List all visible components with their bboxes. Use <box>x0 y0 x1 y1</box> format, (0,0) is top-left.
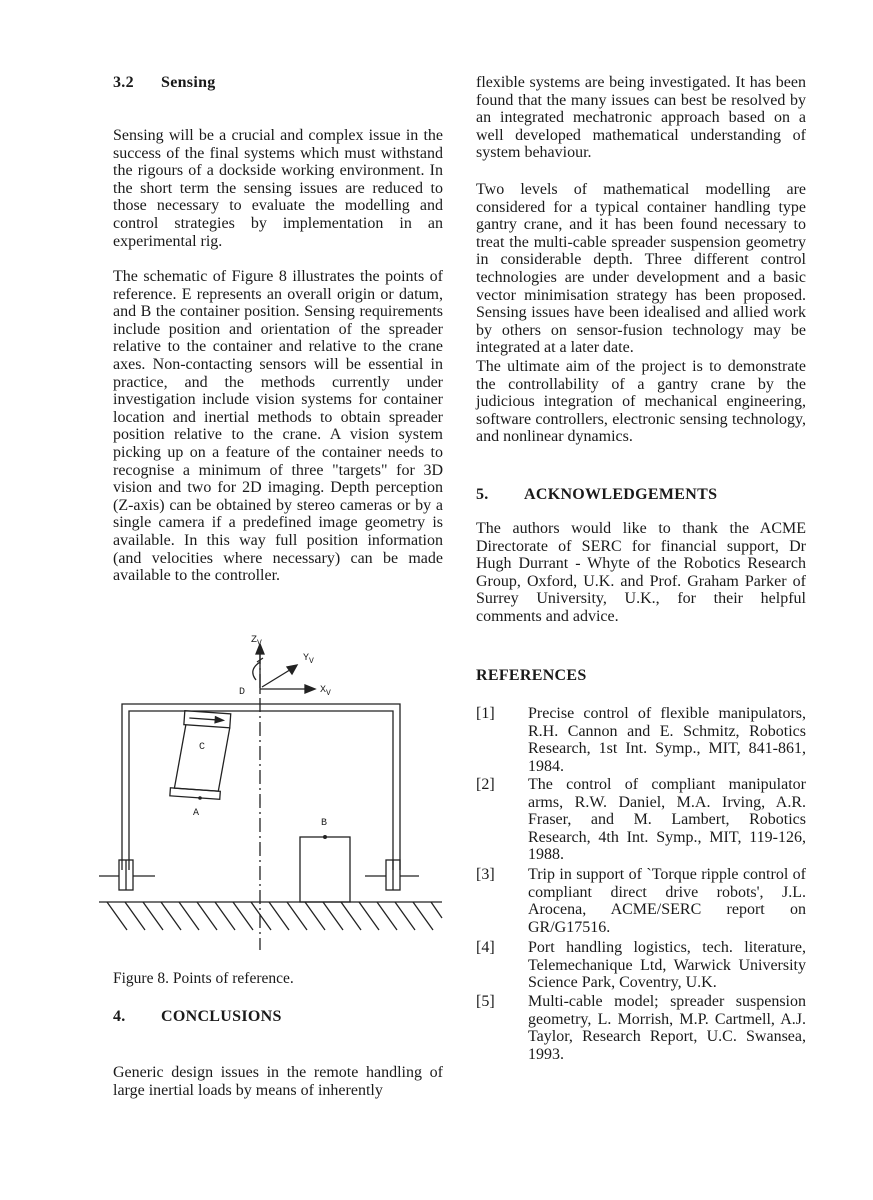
reference-number: [2] <box>476 776 495 793</box>
ground-hatching <box>107 902 442 930</box>
spreader-container-c <box>170 710 231 800</box>
reference-text: Multi-cable model; spreader suspension geometry, L. Morrish, M.P. Cartmell, A.J. Taylor, Research Report, U.C. Swansea, 1993. <box>528 993 806 1063</box>
reference-text: The control of compliant manipulator arms, R.W. Daniel, M.A. Irving, A.R. Fraser, and M. Lambert, Robotics Research, 4th Int. Symp., MIT, 119-126, 1988. <box>528 776 806 864</box>
reference-number: [4] <box>476 939 495 956</box>
references-heading: REFERENCES <box>476 667 587 684</box>
gantry-outer-frame <box>122 704 400 870</box>
label-d: D <box>239 687 246 698</box>
y-axis-arrowhead <box>287 665 297 674</box>
label-b: B <box>321 818 328 829</box>
reference-number: [1] <box>476 705 495 722</box>
y-axis-label: $Y_V$ <box>303 653 314 666</box>
x-axis-label: $X_V$ <box>320 685 331 698</box>
figure-8 <box>97 632 457 952</box>
label-a: A <box>193 808 200 819</box>
section-number: 4. <box>113 1008 126 1025</box>
conclusions-paragraph-1-cont: flexible systems are being investigated. It has been found that the many issues can best be resolved by an integrated mechatronic approach based on a well developed mathematical understanding of system behaviour. <box>476 74 806 162</box>
section-number: 5. <box>476 486 489 503</box>
reference-text: Precise control of flexible manipulators, R.H. Cannon and E. Schmitz, Robotics Research, 1st Int. Symp., MIT, 841-861, 1984. <box>528 705 806 775</box>
conclusions-paragraph-3: The ultimate aim of the project is to demonstrate the controllability of a gantry crane by the judicious integration of mechanical engineering, software controllers, electronic sensing technology, and nonlinear dynamics. <box>476 358 806 446</box>
figure-caption: Figure 8. Points of reference. <box>113 970 294 987</box>
gantry-inner-frame <box>129 711 393 870</box>
section-title: Sensing <box>161 74 216 91</box>
rotation-symbol <box>253 658 263 680</box>
y-axis-arrow <box>262 668 293 687</box>
figure-8-diagram <box>97 632 457 952</box>
sensing-paragraph-2: The schematic of Figure 8 illustrates the points of reference. E represents an overall origin or datum, and B the container position. Sensing requirements include position and orientation of the spreader relative to the container and relative to the crane axes. Non-contacting sensors will be essential in practice, and the methods currently under investigation include vision systems for container location and inertial methods to obtain spreader position relative to the crane. A vision system picking up on a feature of the container needs to recognise a minimum of three "targets" for 3D vision and two for 2D imaging. Depth perception (Z-axis) can be obtained by stereo cameras or by a single camera if a predefined image geometry is available. In this way full position information (and velocities where necessary) can be made available to the controller. <box>113 268 443 585</box>
container-b <box>300 837 350 902</box>
spreader-a-point <box>198 796 202 800</box>
conclusions-paragraph-1-start: Generic design issues in the remote handling of large inertial loads by means of inherently <box>113 1064 443 1099</box>
section-title: ACKNOWLEDGEMENTS <box>524 486 718 503</box>
reference-number: [3] <box>476 866 495 883</box>
section-heading-conclusions <box>113 1008 443 1026</box>
label-c: C <box>199 742 206 753</box>
section-heading-acknowledgements <box>476 486 806 504</box>
z-axis-label: $Z_V$ <box>251 635 262 648</box>
section-title: CONCLUSIONS <box>161 1008 282 1025</box>
section-number: 3.2 <box>113 74 134 91</box>
reference-text: Port handling logistics, tech. literature, Telemechanique Ltd, Warwick University Science Park, Coventry, U.K. <box>528 939 806 992</box>
reference-text: Trip in support of `Torque ripple control of compliant direct drive robots', J.L. Arocena, ACME/SERC report on GR/G17516. <box>528 866 806 936</box>
acknowledgements-text: The authors would like to thank the ACME Directorate of SERC for financial support, Dr Hugh Durrant - Whyte of the Robotics Research Group, Oxford, U.K. and Prof. Graham Parker of Surrey University, U.K., for their helpful comments and advice. <box>476 520 806 625</box>
sensing-paragraph-1: Sensing will be a crucial and complex issue in the success of the final systems which must withstand the rigours of a dockside working environment. In the short term the sensing issues are reduced to those necessary to evaluate the modelling and control strategies by implementation in an experimental rig. <box>113 127 443 250</box>
container-b-point <box>323 835 327 839</box>
conclusions-paragraph-2: Two levels of mathematical modelling are considered for a typical container handling type gantry crane, and it has been found necessary to treat the multi-cable spreader suspension geometry in considerable depth. Three different control technologies are under development and a basic vector minimisation strategy has been proposed. Sensing issues have been idealised and allied work by others on sensor-fusion technology may be integrated at a later date. <box>476 181 806 357</box>
section-heading-sensing <box>113 74 443 92</box>
x-axis-arrowhead <box>305 685 315 693</box>
reference-number: [5] <box>476 993 495 1010</box>
